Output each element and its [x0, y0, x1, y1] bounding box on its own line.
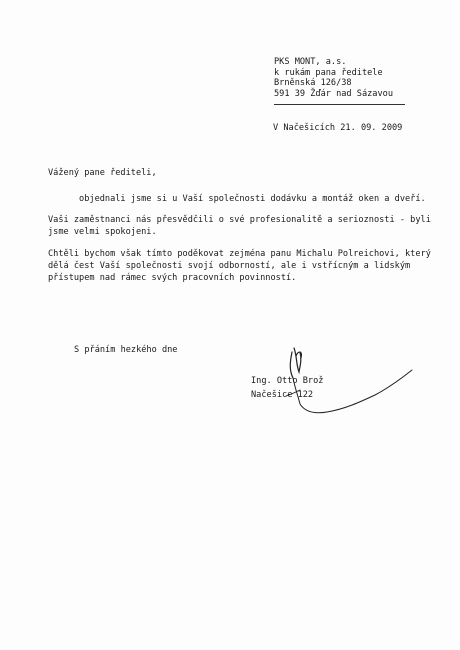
date-line: V Načešicích 21. 09. 2009 [273, 123, 403, 133]
paragraph-2 [48, 214, 431, 238]
recipient-address [274, 57, 393, 99]
body-line: Chtěli bychom však tímto poděkovat zejména panu Michalu Polreichovi, který [48, 248, 431, 259]
recipient-street: Brněnská 126/38 [274, 78, 352, 88]
salutation: Vážený pane řediteli, [48, 168, 157, 178]
recipient-company: PKS MONT, a.s. [274, 57, 347, 67]
body-line: Vaši zaměstnanci nás přesvědčili o své profesionalitě a serioznosti - byli [48, 215, 431, 226]
recipient-attention: k rukám pana ředitele [274, 67, 383, 78]
closing-line: S přáním hezkého dne [74, 345, 178, 355]
address-underline [274, 104, 405, 105]
paragraph-3 [48, 248, 431, 285]
paragraph-1 [48, 193, 426, 205]
body-line: objednali jsme si u Vaší společnosti dodávku a montáž oken a dveří. [48, 194, 426, 204]
body-line: dělá čest Vaší společnosti svojí odborností, ale i vstřícným a lidským [48, 260, 411, 271]
body-line: přístupem nad rámec svých pracovních povinností. [48, 273, 297, 284]
letter-body [48, 193, 431, 293]
body-line: jsme velmi spokojeni. [48, 227, 157, 238]
recipient-city: 591 39 Žďár nad Sázavou [274, 88, 393, 99]
signatory-name: Ing. Otto Brož [251, 376, 324, 386]
signatory-address: Načešice 122 [251, 390, 314, 400]
